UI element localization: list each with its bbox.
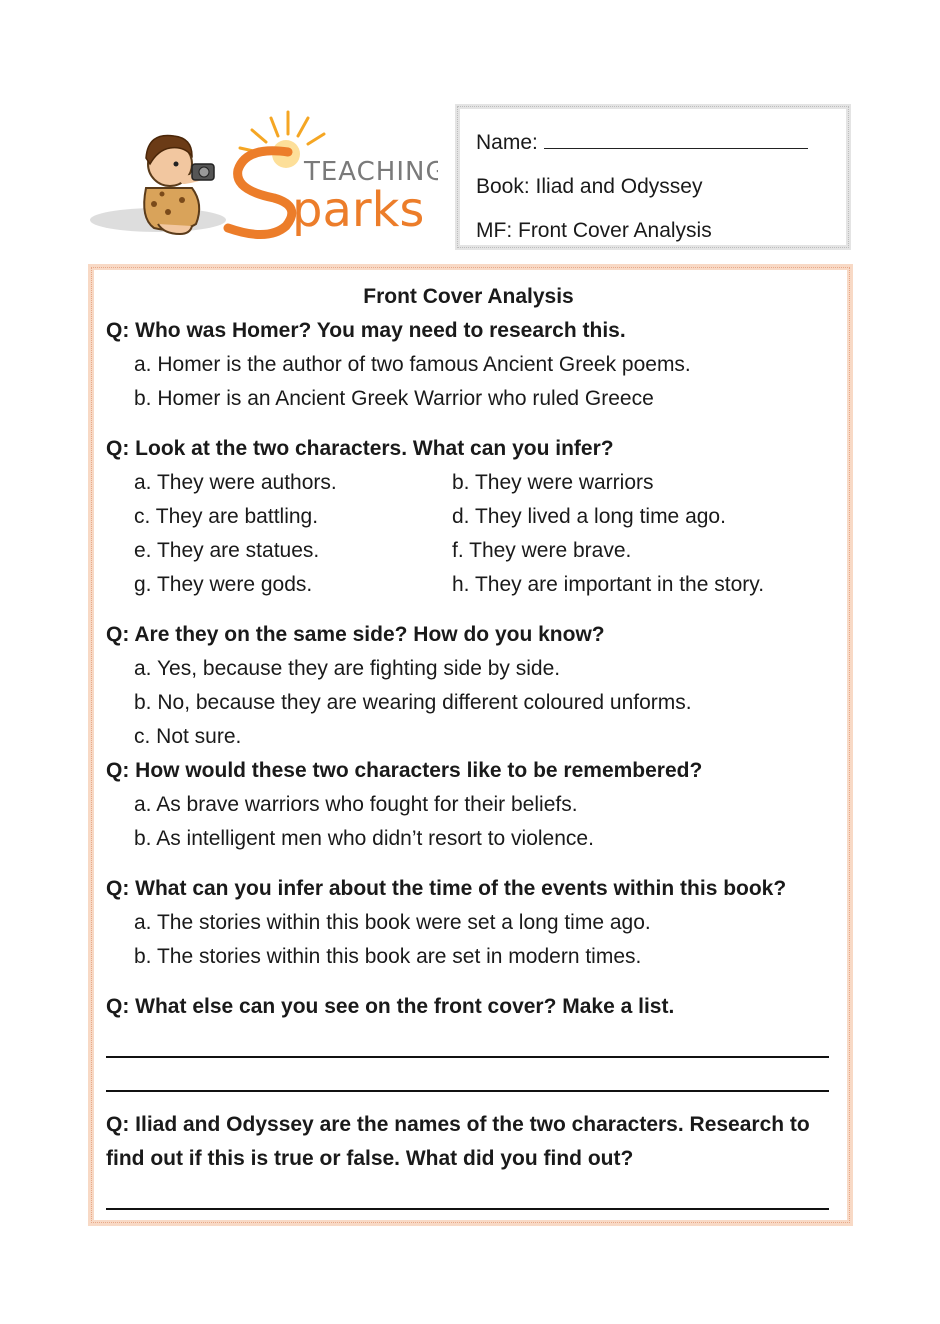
q2-option-d[interactable]: d. They lived a long time ago.: [452, 505, 726, 528]
q4-option-a[interactable]: a. As brave warriors who fought for their beliefs.: [134, 793, 578, 816]
q7-answer-line[interactable]: [106, 1176, 829, 1210]
q2-options-grid: [106, 466, 831, 602]
q2-option-b[interactable]: b. They were warriors: [452, 471, 654, 494]
q6-answer-line-2[interactable]: [106, 1058, 829, 1092]
q1-option-b[interactable]: b. Homer is an Ancient Greek Warrior who ruled Greece: [134, 387, 654, 410]
svg-text:parks: parks: [292, 182, 425, 238]
q4-option-b[interactable]: b. As intelligent men who didn’t resort to violence.: [134, 827, 594, 850]
teaching-sparks-logo: [88, 108, 438, 248]
q2-option-h[interactable]: h. They are important in the story.: [452, 573, 765, 596]
q2-option-g[interactable]: g. They were gods.: [134, 573, 313, 596]
q2-option-f[interactable]: f. They were brave.: [452, 539, 632, 562]
q2-option-e[interactable]: e. They are statues.: [134, 539, 320, 562]
q3-option-c[interactable]: c. Not sure.: [134, 725, 242, 748]
question-3: Q: Are they on the same side? How do you know?: [106, 623, 605, 646]
logo-teaching-text: TEACHING: [304, 157, 438, 187]
name-field[interactable]: [544, 128, 808, 149]
q2-option-a[interactable]: a. They were authors.: [134, 471, 337, 494]
worksheet-box: [88, 264, 853, 1226]
question-1: Q: Who was Homer? You may need to research this.: [106, 319, 626, 342]
question-4: Q: How would these two characters like to be remembered?: [106, 759, 703, 782]
question-6: Q: What else can you see on the front cover? Make a list.: [106, 995, 675, 1018]
question-2: Q: Look at the two characters. What can you infer?: [106, 437, 614, 460]
name-row: [476, 121, 830, 165]
q2-option-c[interactable]: c. They are battling.: [134, 505, 319, 528]
name-label: Name:: [476, 131, 538, 154]
q3-option-a[interactable]: a. Yes, because they are fighting side by side.: [134, 657, 561, 680]
question-5: Q: What can you infer about the time of the events within this book?: [106, 877, 787, 900]
q1-option-a[interactable]: a. Homer is the author of two famous Ancient Greek poems.: [134, 353, 691, 376]
worksheet-content: [106, 280, 831, 1210]
q5-option-a[interactable]: a. The stories within this book were set a long time ago.: [134, 911, 651, 934]
mf-label: MF: Front Cover Analysis: [476, 219, 712, 242]
q5-option-b[interactable]: b. The stories within this book are set in modern times.: [134, 945, 642, 968]
q6-answer-line-1[interactable]: [106, 1024, 829, 1058]
question-7: Q: Iliad and Odyssey are the names of the two characters. Research to find out if this is true or false. What did you find out?: [106, 1113, 810, 1170]
q3-option-b[interactable]: b. No, because they are wearing different coloured unforms.: [134, 691, 692, 714]
student-info-box: [455, 104, 851, 250]
book-label: Book: Iliad and Odyssey: [476, 175, 703, 198]
worksheet-title: Front Cover Analysis: [363, 285, 574, 308]
